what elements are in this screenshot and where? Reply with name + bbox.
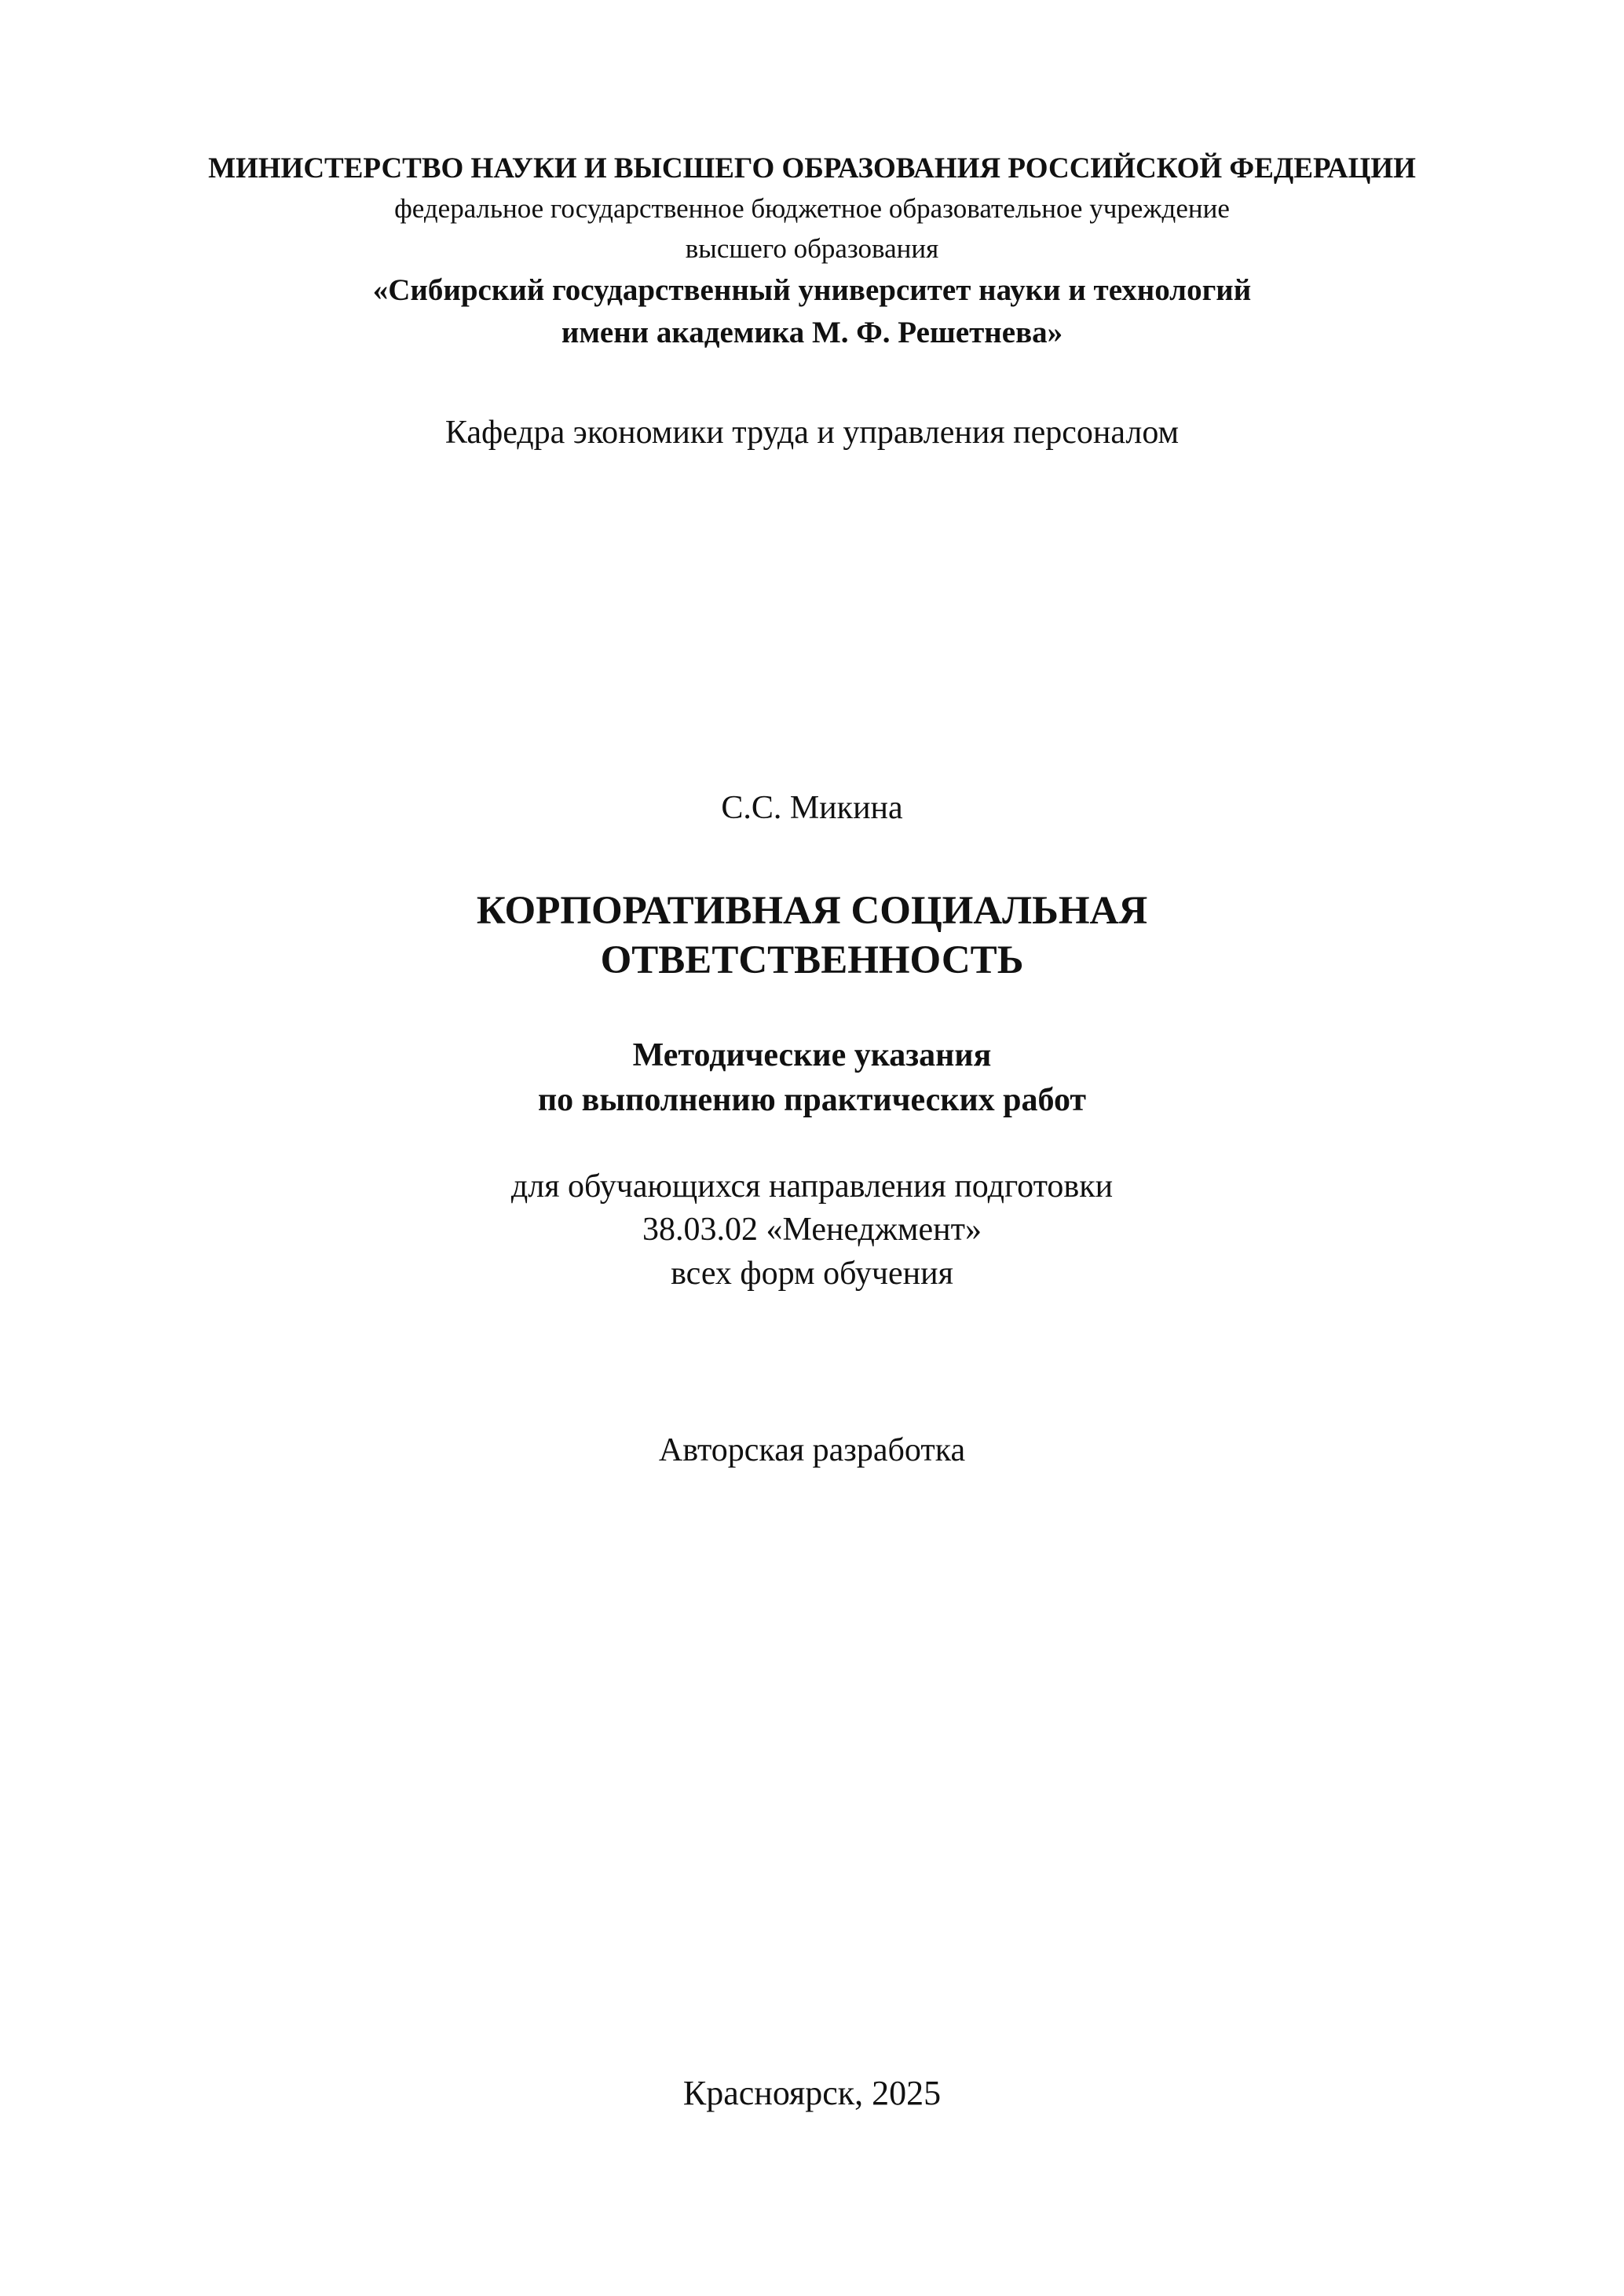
institution-type-line-1: федеральное государственное бюджетное образовательное учреждение (394, 193, 1230, 224)
department-name: Кафедра экономики труда и управления персоналом (444, 415, 1180, 451)
city-year: Красноярск, 2025 (682, 2074, 942, 2112)
document-subtitle-line-2: по выполнению практических работ (537, 1082, 1087, 1118)
audience-line-3: всех форм обучения (671, 1256, 953, 1292)
audience-line-1: для обучающихся направления подготовки (510, 1168, 1114, 1205)
document-title-line-2: ОТВЕТСТВЕННОСТЬ (600, 938, 1024, 982)
university-name-line-1: «Сибирский государственный университет науки и технологий (372, 273, 1252, 307)
document-title-line-1: КОРПОРАТИВНАЯ СОЦИАЛЬНАЯ (476, 889, 1148, 933)
audience-line-2: 38.03.02 «Менеджмент» (642, 1212, 982, 1248)
institution-type-line-2: высшего образования (685, 233, 939, 264)
edition-note: Авторская разработка (658, 1432, 966, 1468)
university-name-line-2: имени академика М. Ф. Решетнева» (561, 316, 1063, 349)
ministry-name: МИНИСТЕРСТВО НАУКИ И ВЫСШЕГО ОБРАЗОВАНИЯ РОССИЙСКОЙ ФЕДЕРАЦИИ (208, 152, 1416, 185)
author-name: С.С. Микина (721, 790, 903, 826)
document-subtitle-line-1: Методические указания (632, 1037, 992, 1073)
